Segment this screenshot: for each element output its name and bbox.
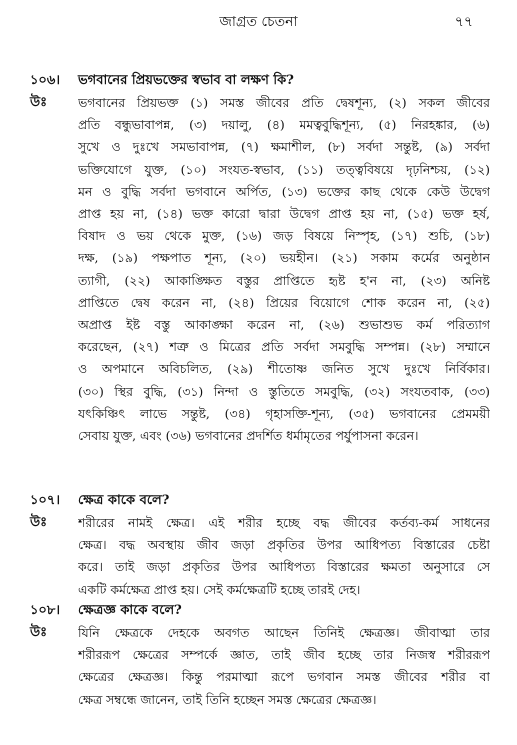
answer-line: ক্ষেত্র। বদ্ধ অবস্থায় জীব জড়া প্রকৃতির উপর আধিপত্য বিস্তারের চেষ্টা [78, 537, 490, 553]
answer-line: যিনি ক্ষেত্রকে দেহকে অবগত আছেন তিনিই ক্ষেত্রজ্ঞ। জীবাত্মা তার [78, 625, 490, 640]
question-row [30, 70, 490, 92]
answer-line: ও অপমানে অবিচলিত, (২৯) শীতোষ্ণ জনিত সুখে দুঃখে নির্বিকার। [78, 361, 490, 377]
answer-row [30, 92, 490, 447]
answer-line: প্রাপ্ত হয় না, (১৪) ভক্ত কারো দ্বারা উদ্বেগ প্রাপ্ত হয় না, (১৫) ভক্ত হর্ষ, [78, 206, 490, 222]
page-number: ৭৭ [454, 14, 473, 30]
qa-section-107 [30, 490, 490, 601]
answer-line: ক্ষেত্রের ক্ষেত্রজ্ঞ। কিন্তু পরমাত্মা রূপে ভগবান সমস্ত জীবের শরীর বা [78, 669, 490, 685]
qa-section-108 [30, 600, 490, 711]
answer-line: দক্ষ, (১৯) পক্ষপাত শূন্য, (২০) ভয়হীন। (২১) সকাম কর্মের অনুষ্ঠান [78, 250, 490, 266]
answer-label: উঃ [30, 95, 48, 110]
qa-section-106 [30, 70, 490, 447]
answer-line: ক্ষেত্র সম্বন্ধে জানেন, তাই তিনি হচ্ছেন সমস্ত ক্ষেত্রের ক্ষেত্রজ্ঞ। [78, 691, 377, 707]
answer-line: প্রাপ্তিতে দ্বেষ করেন না, (২৪) প্রিয়ের বিয়োগে শোক করেন না, (২৫) [78, 294, 490, 310]
question-text: ক্ষেত্রজ্ঞ কাকে বলে? [78, 603, 182, 618]
running-header [0, 12, 517, 32]
answer-line: সেবায় যুক্ত, এবং (৩৬) ভগবানের প্রদর্শিত ধর্মামৃতের পর্যুপাসনা করেন। [78, 428, 419, 444]
answer-row [30, 512, 490, 601]
answer-line: একটি কর্মক্ষেত্র প্রাপ্ত হয়। সেই কর্মক্ষেত্রটি হচ্ছে তারই দেহ। [78, 581, 361, 597]
answer-line: ভক্তিযোগে যুক্ত, (১০) সংযত-স্বভাব, (১১) তত্ত্ববিষয়ে দৃঢ়নিশ্চয়, (১২) [78, 161, 490, 177]
answer-label: উঃ [30, 515, 48, 530]
question-number: ১০৬। [30, 73, 60, 88]
answer-line: যৎকিঞ্চিৎ লাভে সন্তুষ্ট, (৩৪) গৃহাসক্তি-শূন্য, (৩৫) ভগবানের প্রেমময়ী [78, 405, 490, 421]
question-text: ভগবানের প্রিয়ভক্তের স্বভাব বা লক্ষণ কি? [78, 73, 294, 88]
answer-text [78, 622, 490, 711]
question-text: ক্ষেত্র কাকে বলে? [78, 493, 170, 508]
answer-label: উঃ [30, 625, 48, 640]
question-number: ১০৮। [30, 603, 60, 618]
question-row [30, 490, 490, 512]
answer-line: সুখে ও দুঃখে সমভাবাপন্ন, (৭) ক্ষমাশীল, (৮) সর্বদা সন্তুষ্ট, (৯) সর্বদা [78, 139, 490, 155]
answer-line: শরীররূপ ক্ষেত্রের সম্পর্কে জ্ঞাত, তাই জীব হচ্ছে তার নিজস্ব শরীররূপ [78, 647, 490, 663]
answer-row [30, 622, 490, 711]
answer-line: প্রতি বন্ধুভাবাপন্ন, (৩) দয়ালু, (৪) মমত্ববুদ্ধিশূন্য, (৫) নিরহঙ্কার, (৬) [78, 117, 490, 133]
answer-line: ত্যাগী, (২২) আকাঙ্ক্ষিত বস্তুর প্রাপ্তিতে হৃষ্ট হ'ন না, (২৩) অনিষ্ট [78, 272, 490, 288]
answer-line: মন ও বুদ্ধি সর্বদা ভগবানে অর্পিত, (১৩) ভক্তের কাছ থেকে কেউ উদ্বেগ [78, 183, 490, 199]
question-number: ১০৭। [30, 493, 60, 508]
answer-line: করেছেন, (২৭) শত্রু ও মিত্রের প্রতি সর্বদা সমবুদ্ধি সম্পন্ন। (২৮) সম্মানে [78, 339, 490, 355]
answer-line: ভগবানের প্রিয়ভক্ত (১) সমস্ত জীবের প্রতি দ্বেষশূন্য, (২) সকল জীবের [78, 95, 490, 110]
answer-line: শরীরের নামই ক্ষেত্র। এই শরীর হচ্ছে বদ্ধ জীবের কর্তব্য-কর্ম সাধনের [78, 515, 490, 530]
answer-line: অপ্রাপ্ত ইষ্ট বস্তু আকাঙ্ক্ষা করেন না, (২৬) শুভাশুভ কর্ম পরিত্যাগ [78, 317, 490, 333]
answer-line: (৩০) স্থির বুদ্ধি, (৩১) নিন্দা ও স্তুতিতে সমবুদ্ধি, (৩২) সংযতবাক, (৩৩) [78, 383, 490, 399]
answer-line: করে। তাই জড়া প্রকৃতির উপর আধিপত্য বিস্তারের ক্ষমতা অনুসারে সে [78, 559, 490, 575]
answer-text [78, 92, 490, 447]
answer-line: বিষাদ ও ভয় থেকে মুক্ত, (১৬) জড় বিষয়ে নিস্পৃহ, (১৭) শুচি, (১৮) [78, 228, 490, 244]
running-header-title: জাগ্রত চেতনা [219, 14, 298, 30]
question-row [30, 600, 490, 622]
answer-text [78, 512, 490, 601]
